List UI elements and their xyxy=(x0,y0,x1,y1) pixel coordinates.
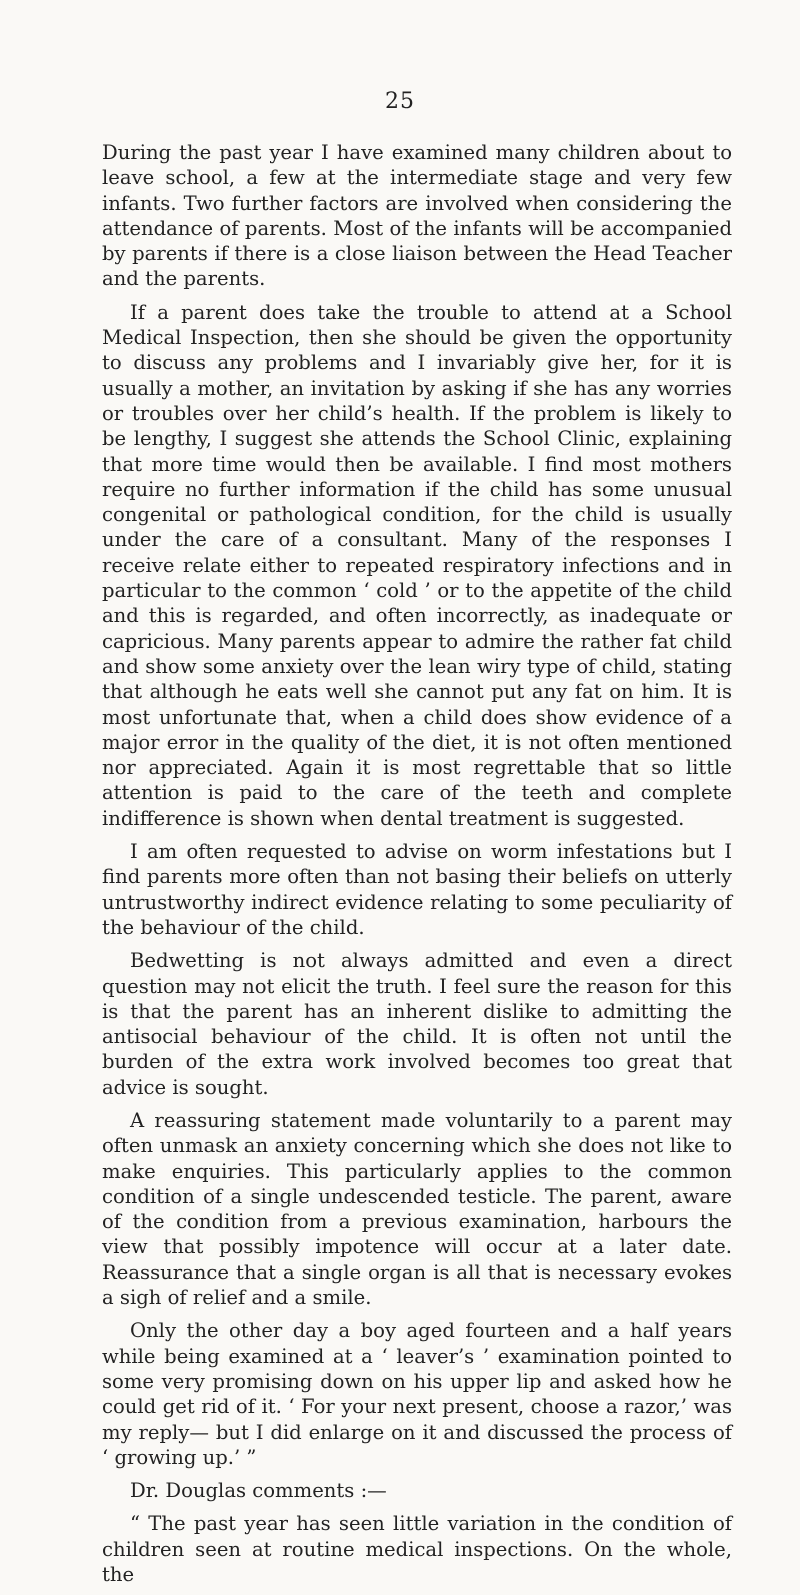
paragraph-douglas-quote: “ The past year has seen little variation in the condition of children seen at routine medical inspections. On the whole, the xyxy=(102,1512,732,1587)
body-text xyxy=(102,140,732,1595)
paragraph-examinations: During the past year I have examined many children about to leave school, a few at the intermediate stage and very few infants. Two further factors are involved when considering the attendance of parents. Most of the infants will be accompanied by parents if there is a close liaison between the Head Teacher and the parents. xyxy=(102,141,732,291)
paragraph-bedwetting: Bedwetting is not always admitted and even a direct question may not elicit the truth. I feel sure the reason for this is that the parent has an inherent dislike to admitting the antisocial behaviour of the child. It is often not until the burden of the extra work involved becomes too great that advice is sought. xyxy=(102,949,732,1099)
paragraph-leavers-anecdote: Only the other day a boy aged fourteen and a half years while being examined at a ‘ leaver’s ’ examination pointed to some very promising down on his upper lip and asked how he could get rid of it. ‘ For your next present, choose a razor,’ was my reply— but I did enlarge on it and discussed the process of ‘ growing up.’ ” xyxy=(102,1319,732,1469)
paragraph-reassuring-statement: A reassuring statement made voluntarily to a parent may often unmask an anxiety concerning which she does not like to make enquiries. This particularly applies to the common condition of a single undescended testicle. The parent, aware of the condition from a previous examination, harbours the view that possibly impotence will occur at a later date. Reassurance that a single organ is all that is necessary evokes a sigh of relief and a smile. xyxy=(102,1108,732,1310)
paragraph-douglas-heading: Dr. Douglas comments :— xyxy=(130,1479,387,1503)
paragraph-parent-attendance: If a parent does take the trouble to attend at a School Medical Inspection, then she should be given the opportunity to discuss any problems and I invariably give her, for it is usually a mother, an invitation by asking if she has any worries or troubles over her child’s health. If the problem is likely to be lengthy, I suggest she attends the School Clinic, explaining that more time would then be available. I find most mothers require no further information if the child has some unusual congenital or pathological condition, for the child is usually under the care of a consultant. Many of the responses I receive relate either to repeated respiratory infections and in particular to the common ‘ cold ’ or to the appetite of the child and this is regarded, and often incorrectly, as inadequate or capricious. Many parents appear to admire the rather fat child and show some anxiety over the lean wiry type of child, stating that although he eats well she cannot put any fat on him. It is most unfortunate that, when a child does show evidence of a major error in the quality of the diet, it is not often mentioned nor appreciated. Again it is most regrettable that so little attention is paid to the care of the teeth and complete indifference is shown when dental treatment is suggested. xyxy=(102,300,732,830)
page-number: 25 xyxy=(385,89,415,114)
paragraph-worm-infestations: I am often requested to advise on worm infestations but I find parents more often than not basing their beliefs on utterly untrustworthy indirect evidence relating to some peculiarity of the behaviour of the child. xyxy=(102,840,732,939)
